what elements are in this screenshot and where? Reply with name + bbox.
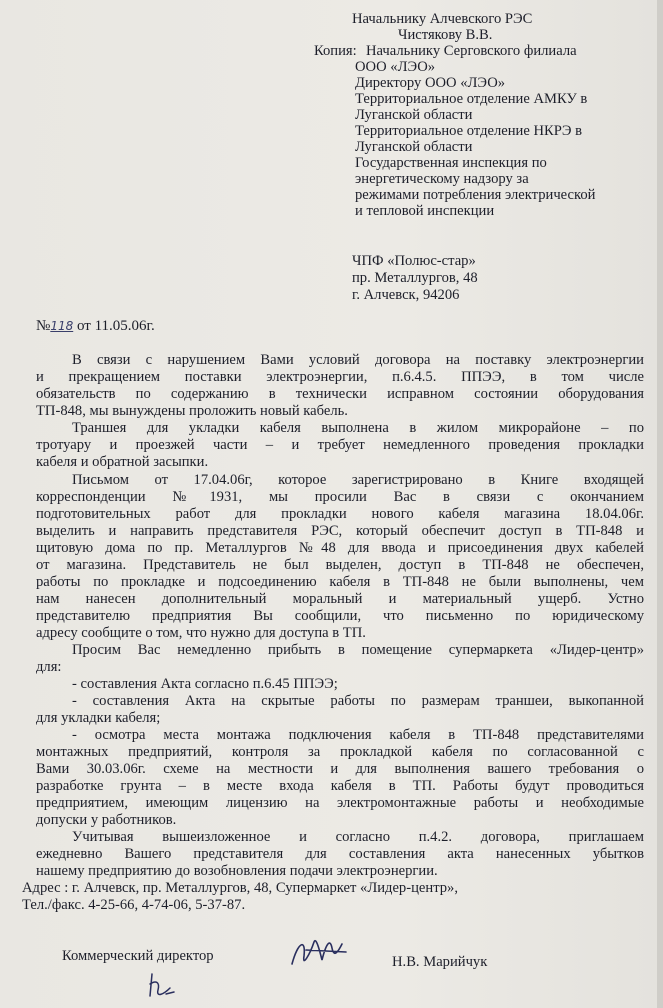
sender-city: г. Алчевск, 94206 (352, 287, 460, 303)
body-line: - составления Акта на скрытые работы по размерам траншеи, выкопанной (72, 693, 644, 709)
body-line: Адрес : г. Алчевск, пр. Металлургов, 48, Супермаркет «Лидер-центр», (22, 880, 458, 896)
body-line: Учитывая вышеизложенное и согласно п.4.2. договора, приглашаем (72, 829, 644, 845)
copy-line: Территориальное отделение АМКУ в (355, 91, 588, 107)
page-edge (657, 0, 663, 1008)
body-line: от магазина. Представитель не был выделен, доступ в ТП-848 не обеспечен, (36, 557, 644, 573)
copy-line: режимами потребления электрической (355, 187, 596, 203)
body-line: Вами 30.03.06г. схеме на местности и для выполнения вашего требования о (36, 761, 644, 777)
copy-line: Территориальное отделение НКРЭ в (355, 123, 583, 139)
letter-number: 118 (50, 319, 74, 333)
handwritten-signature (286, 934, 356, 974)
signatory-position: Коммерческий директор (62, 948, 214, 964)
sender-street: пр. Металлургов, 48 (352, 270, 478, 286)
body-line: представителю предприятия Вы сообщили, что письменно по юридическому (36, 608, 644, 624)
body-line: - составления Акта согласно п.6.45 ППЭЭ; (72, 676, 338, 692)
body-line: адресу сообщите о том, что нужно для доступа в ТП. (36, 625, 366, 641)
body-line: корреспонденции №1931, мы просили Вас в связи с окончанием (36, 489, 644, 505)
addressee-title: Начальнику Алчевского РЭС (352, 11, 533, 27)
body-line: предприятием, имеющим лицензию на электромонтажные работы и необходимые (36, 795, 644, 811)
letter-number-prefix: № (36, 318, 51, 334)
sender-name: ЧПФ «Полюс-стар» (352, 253, 476, 269)
body-line: В связи с нарушением Вами условий договора на поставку электроэнергии (72, 352, 644, 368)
body-line: обязательств по содержанию в технически исправном состоянии оборудования (36, 386, 644, 402)
addressee-name: Чистякову В.В. (398, 27, 493, 43)
body-line: работы по прокладке и подсоединению кабеля в ТП-848 не были выполнены, чем (36, 574, 644, 590)
body-line: кабеля и обратной засыпки. (36, 454, 209, 470)
copy-line: Луганской области (355, 107, 473, 123)
body-line: Траншея для укладки кабеля выполнена в жилом микрорайоне – по (72, 420, 644, 436)
body-line: Письмом от 17.04.06г, которое зарегистрировано в Книге входящей (72, 472, 644, 488)
body-line: нам нанесен дополнительный моральный и материальный ущерб. Устно (36, 591, 644, 607)
copy-line: ООО «ЛЭО» (355, 59, 436, 75)
body-line: ежедневно Вашего представителя для составления акта нанесенных убытков (36, 846, 644, 862)
copy-label: Копия: (314, 43, 357, 59)
body-line: Просим Вас немедленно прибыть в помещение супермаркета «Лидер-центр» (72, 642, 644, 658)
copy-line: Луганской области (355, 139, 473, 155)
signatory-name: Н.В. Марийчук (392, 954, 488, 970)
body-line: ТП-848, мы вынуждены проложить новый кабель. (36, 403, 348, 419)
body-line: и прекращением поставки электроэнергии, п.6.4.5. ППЭЭ, в том числе (36, 369, 644, 385)
copy-line: Государственная инспекция по (355, 155, 547, 171)
body-line: допуски у работников. (36, 812, 177, 828)
copy-line: и тепловой инспекции (355, 203, 495, 219)
copy-line: Начальнику Серговского филиала (366, 43, 577, 59)
body-line: выделить и направить представителя РЭС, который обеспечит доступ в ТП-848 и (36, 523, 644, 539)
initials-mark (144, 970, 180, 1000)
body-line: разработке грунта – в месте входа кабеля в ТП. Работы будут проводиться (36, 778, 644, 794)
copy-line: энергетическому надзору за (355, 171, 529, 187)
letter-number-line (36, 318, 155, 335)
body-line: для: (36, 659, 62, 675)
body-line: подготовительных работ для прокладки нового кабеля магазина 18.04.06г. (36, 506, 644, 522)
body-line: тротуару и проезжей части – и требует немедленного проведения прокладки (36, 437, 644, 453)
body-line: - осмотра места монтажа подключения кабеля в ТП-848 представителями (72, 727, 644, 743)
body-line: нашему предприятию до возобновления подачи электроэнергии. (36, 863, 438, 879)
body-line: монтажных предприятий, контроля за прокладкой кабеля по согласованной с (36, 744, 644, 760)
letter-date: от 11.05.06г. (76, 318, 155, 334)
body-line: для укладки кабеля; (36, 710, 161, 726)
copy-line: Директору ООО «ЛЭО» (355, 75, 506, 91)
body-line: щитовую дома по пр. Металлургов №48 для ввода и присоединения двух кабелей (36, 540, 644, 556)
body-line: Тел./факс. 4-25-66, 4-74-06, 5-37-87. (22, 897, 246, 913)
